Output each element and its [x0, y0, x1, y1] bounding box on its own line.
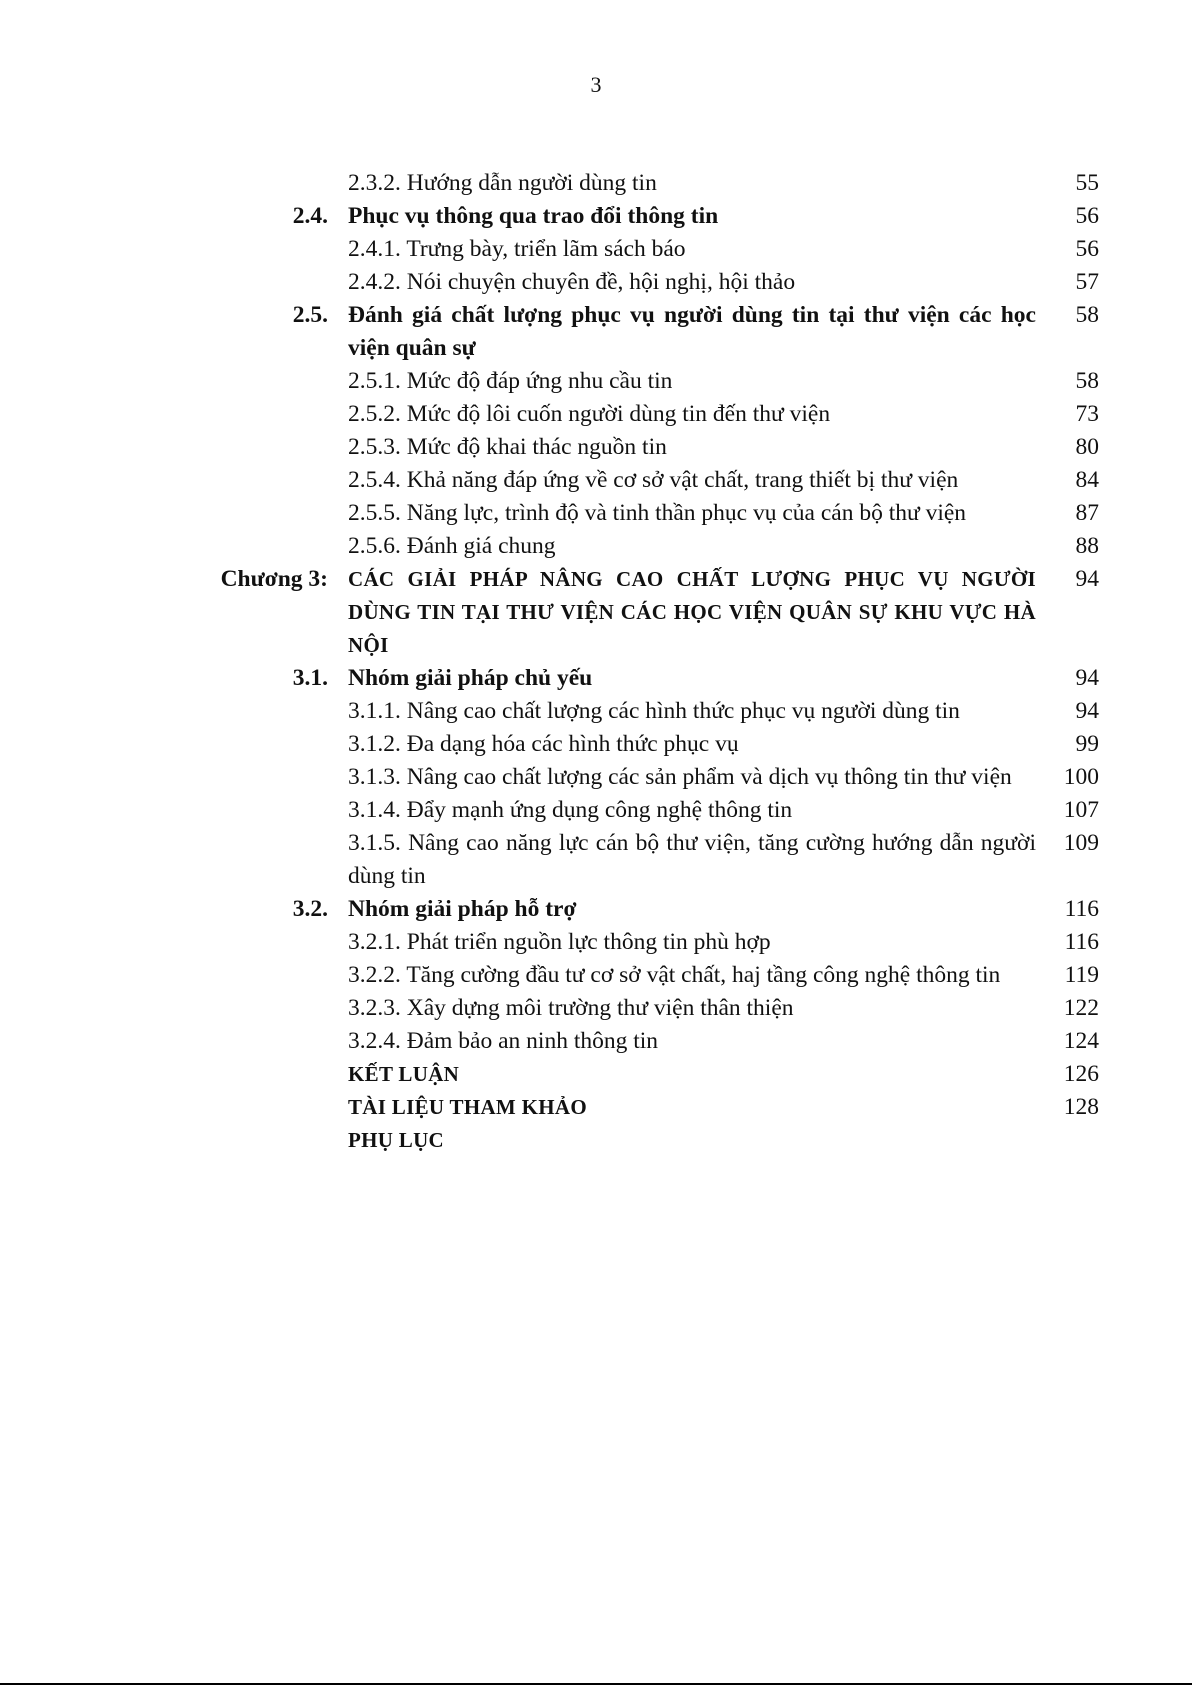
toc-entry-number: 3.2.	[292, 896, 328, 922]
toc-entry-page: 58	[1075, 302, 1099, 328]
toc-entry-title: Phục vụ thông qua trao đổi thông tin	[348, 203, 719, 229]
toc-entry-number: 3.1.	[292, 665, 328, 691]
toc-entry	[0, 1124, 1192, 1157]
toc-entry-page: 80	[1075, 434, 1099, 460]
toc-entry-page: 100	[1063, 764, 1099, 790]
toc-entry-title: TÀI LIỆU THAM KHẢO	[348, 1095, 587, 1119]
toc-entry-title: 3.2.2. Tăng cường đầu tư cơ sở vật chất, haj tầng công nghệ thông tin	[348, 962, 1001, 988]
toc-entry-title: 2.5.2. Mức độ lôi cuốn người dùng tin đến thư viện	[348, 401, 831, 427]
toc-entry-page: 94	[1075, 698, 1099, 724]
toc-entry-page: 124	[1063, 1028, 1099, 1054]
toc-entry	[0, 893, 1192, 926]
toc-entry-title: 3.1.3. Nâng cao chất lượng các sản phẩm và dịch vụ thông tin thư viện	[348, 764, 1012, 790]
toc-entry-page: 57	[1075, 269, 1099, 295]
toc-entry-page: 126	[1063, 1061, 1099, 1087]
toc-entry-number: 2.5.	[292, 302, 328, 328]
toc-entry-title: 2.5.4. Khả năng đáp ứng về cơ sở vật chất, trang thiết bị thư viện	[348, 467, 959, 493]
toc-entry-title: 2.3.2. Hướng dẫn người dùng tin	[348, 170, 657, 196]
toc-entry-page: 84	[1075, 467, 1099, 493]
toc-entry-page: 119	[1064, 962, 1099, 988]
toc-entry-number: 2.4.	[292, 203, 328, 229]
toc-entry	[0, 992, 1192, 1025]
toc-entry	[0, 827, 1192, 893]
toc-entry	[0, 695, 1192, 728]
toc-entry-page: 58	[1075, 368, 1099, 394]
toc-entry-page: 56	[1075, 236, 1099, 262]
toc-entry-title: Nhóm giải pháp chủ yếu	[348, 665, 593, 691]
toc-entry-number: Chương 3:	[220, 566, 328, 592]
toc-entry-title: 2.4.2. Nói chuyện chuyên đề, hội nghị, hội thảo	[348, 269, 796, 295]
toc-entry-title: CÁC GIẢI PHÁP NÂNG CAO CHẤT LƯỢNG PHỤC VỤ NGƯỜI DÙNG TIN TẠI THƯ VIỆN CÁC HỌC VIỆN QUÂN SỰ KHU VỰC HÀ NỘI	[348, 567, 1036, 657]
toc-entry	[0, 926, 1192, 959]
toc-entry	[0, 431, 1192, 464]
toc-entry	[0, 1025, 1192, 1058]
toc-entry-title: 2.5.5. Năng lực, trình độ và tinh thần phục vụ của cán bộ thư viện	[348, 500, 967, 526]
table-of-contents	[0, 167, 1192, 1157]
toc-entry-page: 87	[1075, 500, 1099, 526]
toc-entry-title: Nhóm giải pháp hỗ trợ	[348, 896, 577, 922]
toc-entry-page: 116	[1064, 896, 1099, 922]
toc-entry-title: 3.1.2. Đa dạng hóa các hình thức phục vụ	[348, 731, 739, 757]
toc-entry	[0, 299, 1192, 365]
toc-entry-title: 2.5.6. Đánh giá chung	[348, 533, 556, 559]
toc-entry-title: 2.5.1. Mức độ đáp ứng nhu cầu tin	[348, 368, 673, 394]
toc-entry-title: 3.2.4. Đảm bảo an ninh thông tin	[348, 1028, 659, 1054]
toc-entry-title: 3.2.3. Xây dựng môi trường thư viện thân thiện	[348, 995, 794, 1021]
toc-entry-title: PHỤ LỤC	[348, 1128, 445, 1152]
toc-entry-page: 109	[1063, 830, 1099, 856]
toc-entry	[0, 761, 1192, 794]
toc-entry	[0, 530, 1192, 563]
toc-entry	[0, 1058, 1192, 1091]
toc-entry-title: Đánh giá chất lượng phục vụ người dùng tin tại thư viện các học viện quân sự	[348, 302, 1036, 361]
toc-entry	[0, 497, 1192, 530]
toc-entry-page: 55	[1075, 170, 1099, 196]
toc-entry-title: 3.1.1. Nâng cao chất lượng các hình thức phục vụ người dùng tin	[348, 698, 960, 724]
toc-entry	[0, 167, 1192, 200]
toc-entry	[0, 266, 1192, 299]
toc-entry	[0, 233, 1192, 266]
toc-entry	[0, 959, 1192, 992]
toc-entry-title: 3.2.1. Phát triển nguồn lực thông tin phù hợp	[348, 929, 771, 955]
toc-entry-title: 2.4.1. Trưng bày, triển lãm sách báo	[348, 236, 686, 262]
toc-entry-page: 56	[1075, 203, 1099, 229]
toc-entry-title: 2.5.3. Mức độ khai thác nguồn tin	[348, 434, 667, 460]
toc-entry	[0, 662, 1192, 695]
toc-entry-title: KẾT LUẬN	[348, 1062, 460, 1086]
toc-entry	[0, 398, 1192, 431]
toc-entry-page: 94	[1075, 665, 1099, 691]
toc-entry	[0, 563, 1192, 662]
toc-entry	[0, 1091, 1192, 1124]
toc-entry-page: 122	[1063, 995, 1099, 1021]
toc-entry-page: 128	[1063, 1094, 1099, 1120]
toc-entry-page: 94	[1075, 566, 1099, 592]
toc-entry-title: 3.1.5. Nâng cao năng lực cán bộ thư viện, tăng cường hướng dẫn người dùng tin	[348, 830, 1036, 889]
page-number: 3	[590, 72, 602, 97]
toc-entry	[0, 728, 1192, 761]
toc-entry	[0, 794, 1192, 827]
toc-entry-page: 107	[1063, 797, 1099, 823]
toc-entry	[0, 200, 1192, 233]
toc-entry	[0, 365, 1192, 398]
toc-entry	[0, 464, 1192, 497]
toc-entry-page: 88	[1075, 533, 1099, 559]
toc-entry-page: 99	[1075, 731, 1099, 757]
toc-entry-page: 116	[1064, 929, 1099, 955]
toc-entry-title: 3.1.4. Đẩy mạnh ứng dụng công nghệ thông tin	[348, 797, 793, 823]
toc-entry-page: 73	[1075, 401, 1099, 427]
